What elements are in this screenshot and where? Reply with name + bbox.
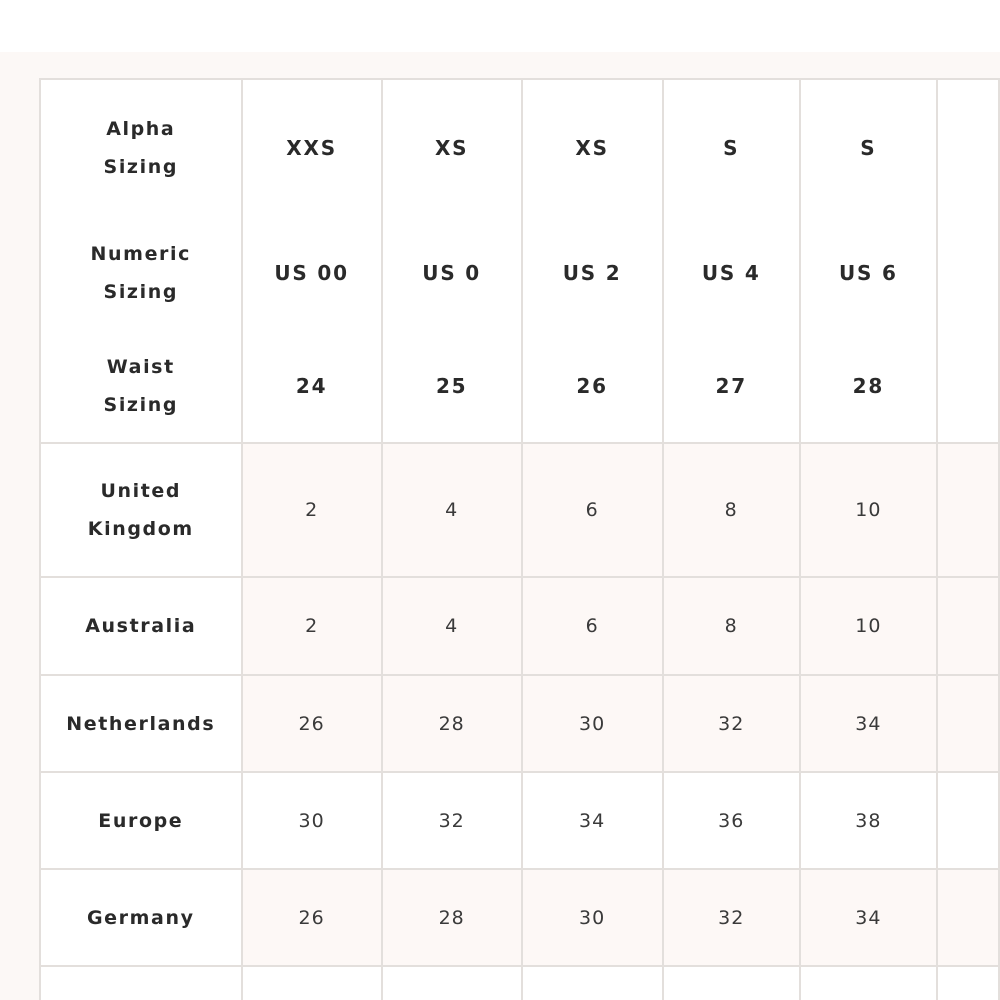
numeric-size-value: US 0: [422, 261, 482, 285]
table-cell: 34: [855, 712, 882, 735]
table-cell: 2: [305, 499, 319, 521]
size-column-header: [242, 79, 382, 443]
table-cell: 10: [855, 499, 882, 521]
table-cell: 6: [585, 615, 599, 637]
numeric-size-value: US 4: [701, 261, 761, 285]
waist-size-value: 28: [852, 374, 885, 398]
table-cell: 26: [298, 906, 325, 929]
table-cell: 6: [585, 499, 599, 521]
numeric-size-value: US 2: [562, 261, 622, 285]
table-cell-cropped: [937, 675, 999, 772]
waist-sizing-label: Waist Sizing: [103, 356, 179, 416]
table-cell: 34: [579, 809, 606, 832]
row-label: Australia: [40, 577, 242, 675]
size-column-header: [382, 79, 522, 443]
alpha-size-value: XS: [575, 136, 609, 160]
alpha-size-value: XXS: [286, 136, 337, 160]
table-row-cropped: [40, 966, 999, 1000]
table-cell: 36: [718, 809, 745, 832]
table-cell-cropped: [937, 869, 999, 966]
table-cell: 30: [298, 809, 325, 832]
size-column-header: [800, 79, 937, 443]
row-label: Europe: [40, 772, 242, 869]
table-cell-cropped: [800, 966, 937, 1000]
row-label: Netherlands: [40, 675, 242, 772]
table-cell: 30: [579, 906, 606, 929]
table-cell-cropped: [937, 577, 999, 675]
table-cell-cropped: [522, 966, 663, 1000]
size-column-header: [522, 79, 663, 443]
size-column-header: [663, 79, 800, 443]
table-cell-cropped: [937, 772, 999, 869]
table-cell: 30: [579, 712, 606, 735]
table-cell-cropped: [663, 966, 800, 1000]
table-row-europe: [40, 772, 999, 869]
alpha-size-value: S: [723, 136, 740, 160]
waist-size-value: 24: [295, 374, 328, 398]
waist-size-value: 26: [576, 374, 608, 398]
table-cell-cropped: [937, 443, 999, 577]
table-cell: 26: [298, 712, 325, 735]
table-cell: 32: [718, 712, 745, 735]
waist-size-value: 25: [435, 374, 468, 398]
table-cell: 4: [445, 615, 459, 637]
table-cell: 38: [855, 809, 882, 832]
alpha-size-value: XS: [434, 136, 469, 160]
table-cell-cropped: [242, 966, 382, 1000]
table-cell-cropped: [937, 966, 999, 1000]
size-header-block: [40, 79, 999, 443]
table-cell: 4: [445, 499, 459, 521]
table-cell: 8: [724, 615, 738, 637]
table-row-germany: [40, 869, 999, 966]
size-header-labels: [40, 79, 242, 443]
table-cell: 2: [305, 615, 319, 637]
table-row-united-kingdom: [40, 443, 999, 577]
table-cell: 32: [718, 906, 745, 929]
table-cell-cropped: [40, 966, 242, 1000]
numeric-sizing-label: Numeric Sizing: [90, 243, 192, 303]
table-cell: 28: [438, 906, 465, 929]
waist-size-value: 27: [715, 374, 747, 398]
table-cell: 8: [724, 499, 738, 521]
size-chart-table: [39, 78, 1000, 1000]
table-cell: 28: [438, 712, 465, 735]
row-label: Germany: [40, 869, 242, 966]
table-row-netherlands: [40, 675, 999, 772]
table-cell-cropped: [382, 966, 522, 1000]
alpha-sizing-label: Alpha Sizing: [103, 118, 179, 178]
row-label: United Kingdom: [40, 443, 242, 577]
table-cell: 34: [855, 906, 882, 929]
table-row-australia: [40, 577, 999, 675]
numeric-size-value: US 6: [839, 261, 898, 285]
table-cell: 10: [855, 615, 882, 637]
numeric-size-value: US 00: [274, 261, 349, 285]
alpha-size-value: S: [860, 136, 877, 160]
table-cell: 32: [438, 809, 465, 832]
table-cell-cropped: [937, 79, 999, 443]
